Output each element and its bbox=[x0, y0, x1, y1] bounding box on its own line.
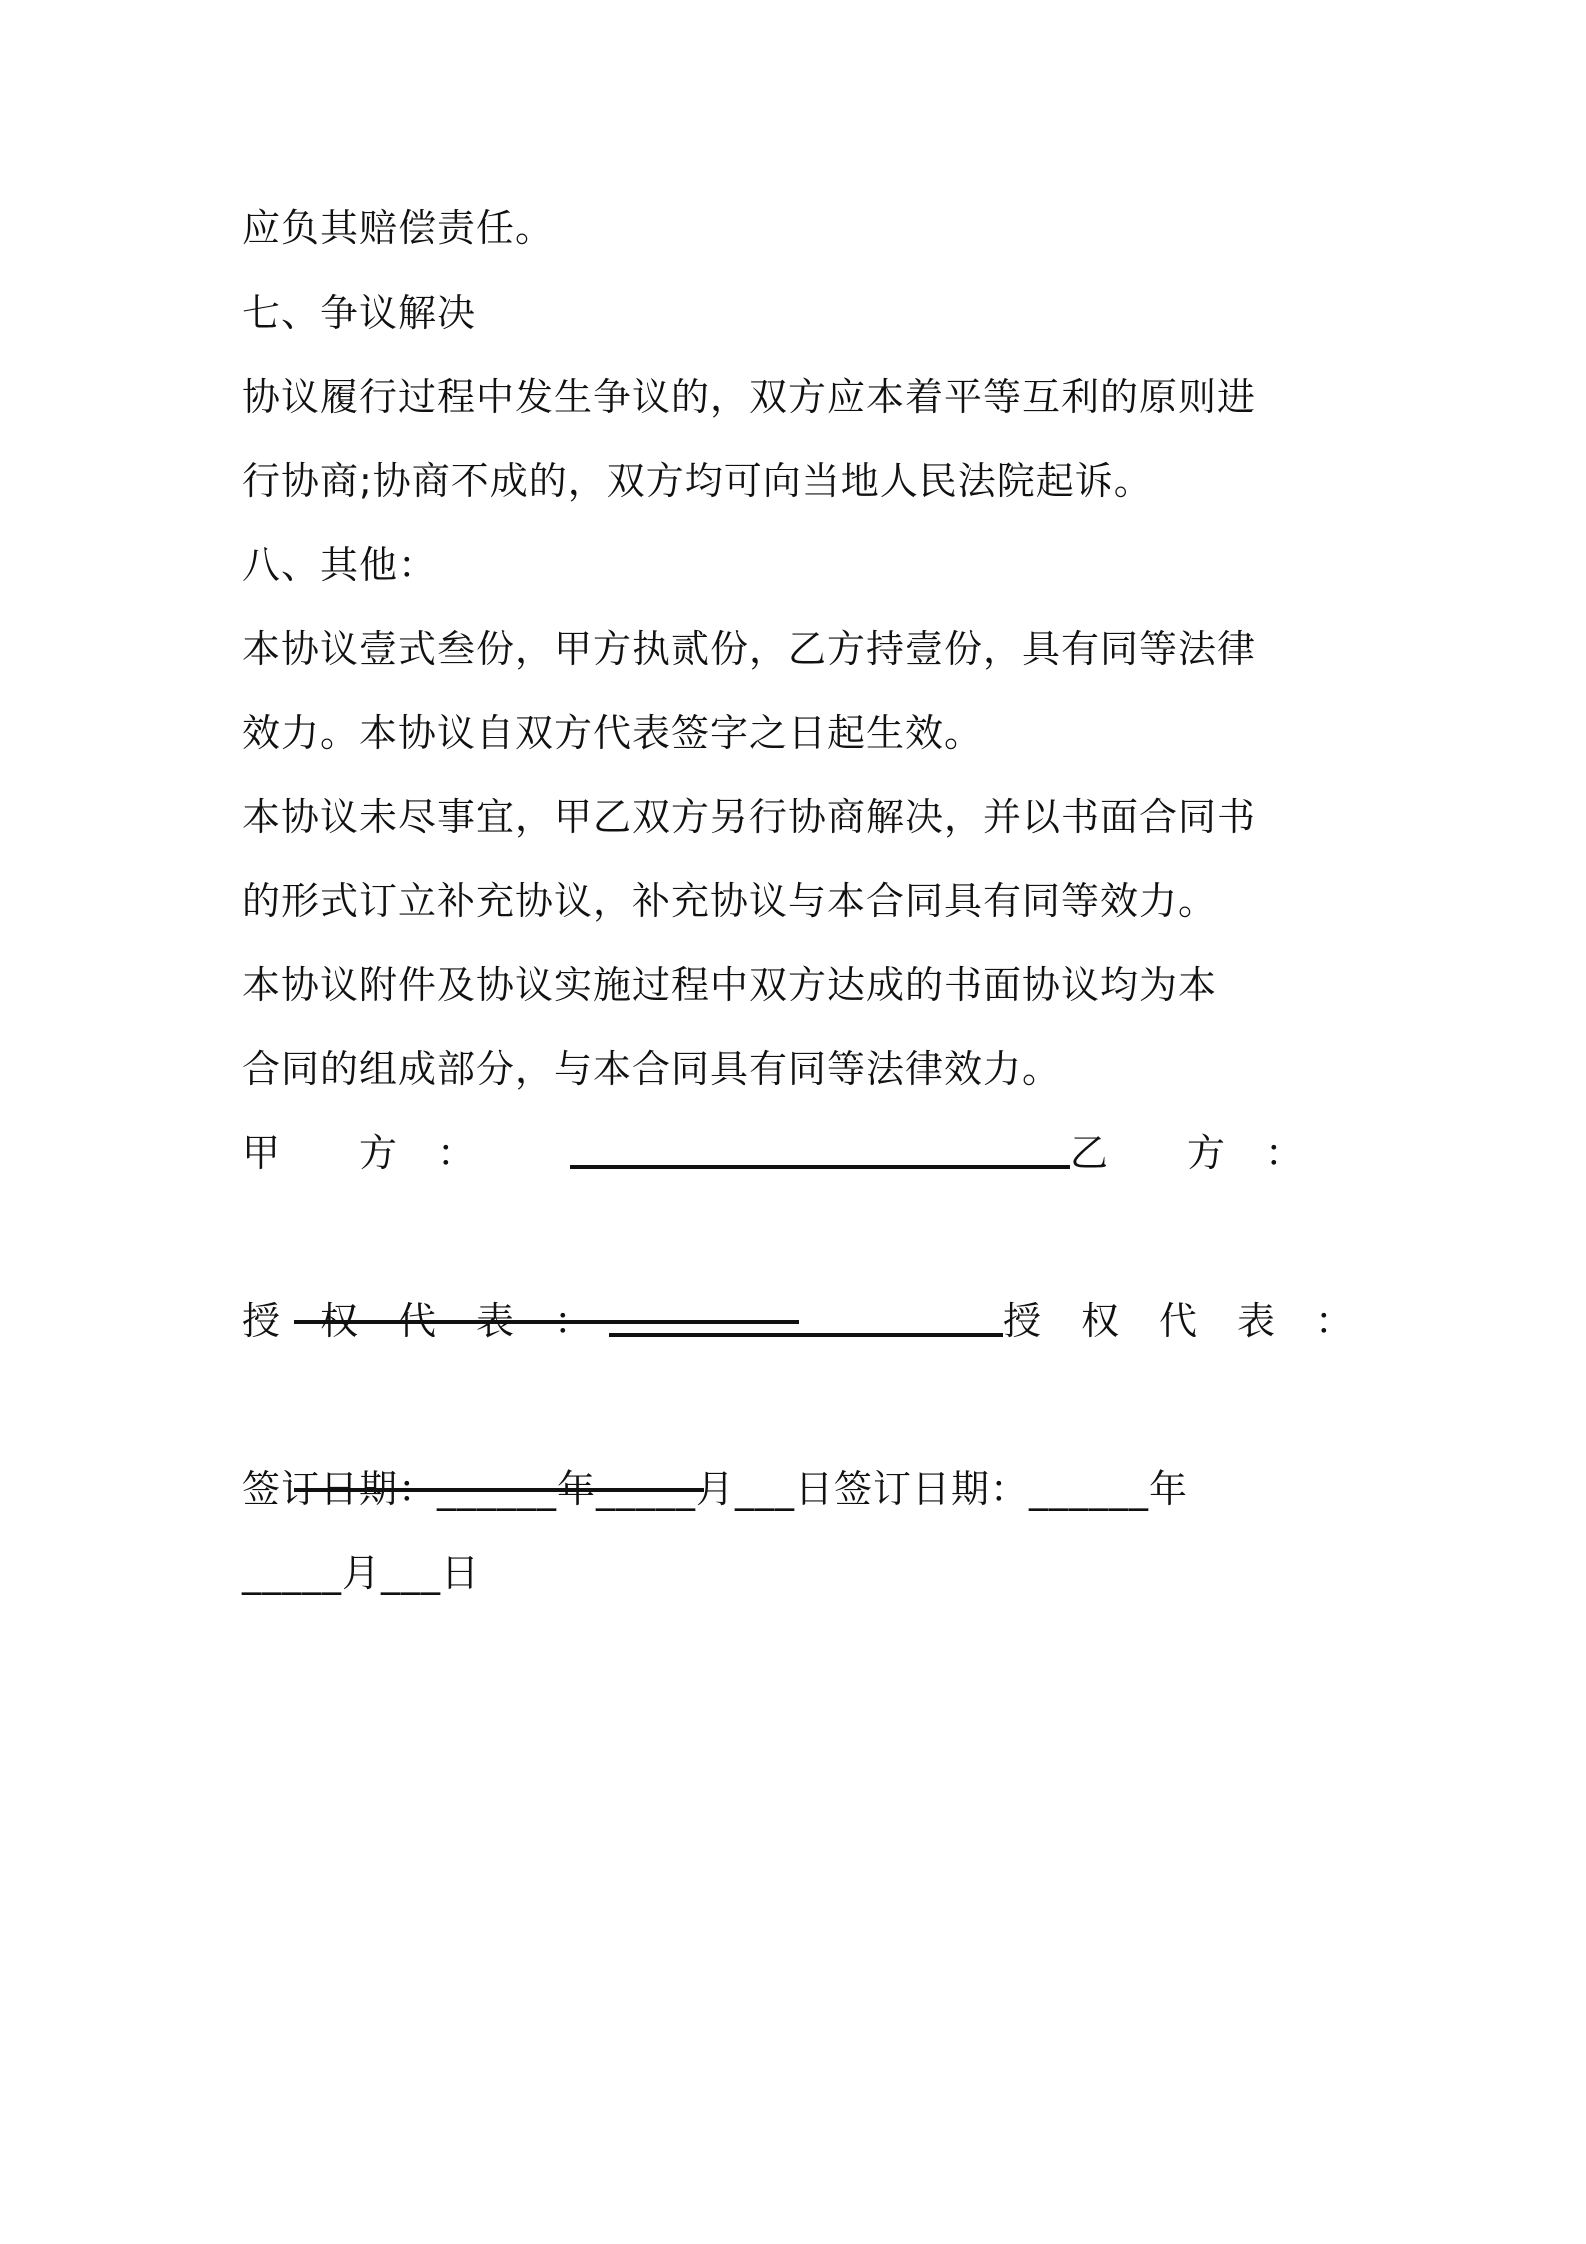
party-b-blank-line bbox=[242, 1207, 1354, 1267]
party-a-label: 甲 方 ： bbox=[242, 1131, 477, 1175]
sign-date-line: _____月___日 bbox=[242, 1551, 481, 1595]
text-line: 本协议附件及协议实施过程中双方达成的书面协议均为本 bbox=[242, 963, 1218, 1007]
party-a-blank[interactable] bbox=[570, 1165, 1070, 1169]
rep-b-blank-line bbox=[242, 1375, 1354, 1435]
rep-a-blank[interactable] bbox=[609, 1333, 1003, 1337]
text-line: 行协商;协商不成的，双方均可向当地人民法院起诉。 bbox=[242, 459, 1153, 503]
text-line: 协议履行过程中发生争议的，双方应本着平等互利的原则进 bbox=[242, 375, 1257, 419]
sign-date-line: 签订日期：______年_____月___日签订日期：______年 bbox=[242, 1467, 1189, 1511]
text-line: 的形式订立补充协议，补充协议与本合同具有同等效力。 bbox=[242, 879, 1218, 923]
text-line: 本协议未尽事宜，甲乙双方另行协商解决，并以书面合同书 bbox=[242, 795, 1257, 839]
party-b-label: 乙 方 ： bbox=[1070, 1131, 1305, 1175]
rep-a-label: 授 权 代 表 ： bbox=[242, 1299, 594, 1343]
text-line: 应负其赔偿责任。 bbox=[242, 206, 555, 250]
representative-signature-row bbox=[242, 1291, 1354, 1351]
text-line: 合同的组成部分，与本合同具有同等法律效力。 bbox=[242, 1047, 1062, 1091]
section-heading: 七、争议解决 bbox=[242, 291, 477, 335]
section-heading: 八、其他： bbox=[242, 543, 438, 587]
text-line: 本协议壹式叁份，甲方执贰份，乙方持壹份，具有同等法律 bbox=[242, 627, 1257, 671]
text-line: 效力。本协议自双方代表签字之日起生效。 bbox=[242, 711, 984, 755]
party-signature-row bbox=[242, 1123, 1354, 1183]
rep-b-label: 授 权 代 表 ： bbox=[1002, 1299, 1354, 1343]
